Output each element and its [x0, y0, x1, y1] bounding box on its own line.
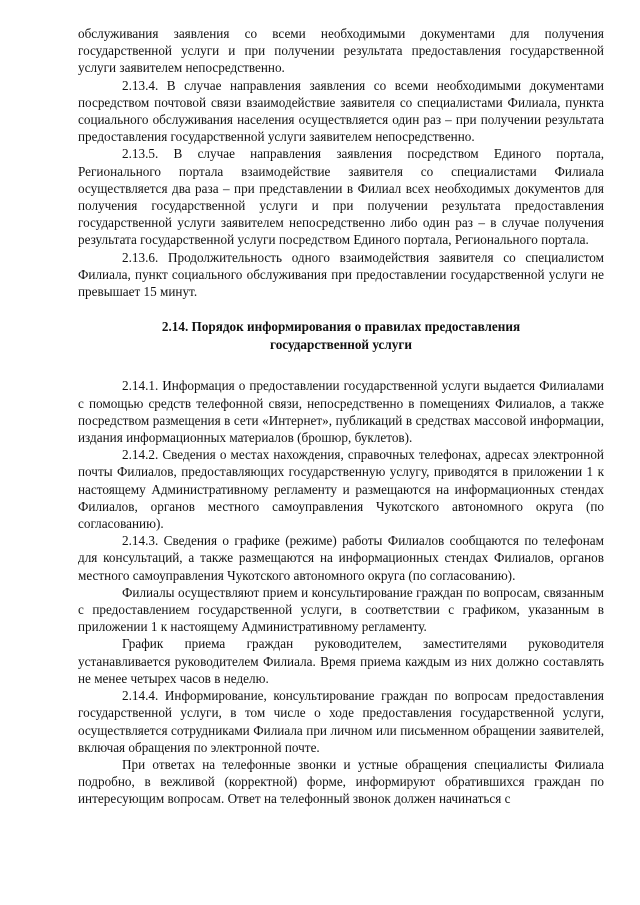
paragraph-continuation: обслуживания заявления со всеми необходимыми документами для получения государственной услуги и при получении результата предоставления государственной услуги заявителем непосредственно.: [78, 26, 604, 76]
paragraph-2-13-4: 2.13.4. В случае направления заявления со всеми необходимыми документами посредством почтовой связи взаимодействие заявителя со специалистами Филиала, пункта социального обслуживания населения осуществляется один раз – при получении результата предоставления государственной услуги заявителем непосредственно.: [78, 77, 604, 145]
paragraph-2-14-3: 2.14.3. Сведения о графике (режиме) работы Филиалов сообщаются по телефонам для консультаций, а также размещаются на информационных стендах Филиалов, органов местного самоуправления Чукотского автономного округа (по согласованию).: [78, 533, 604, 583]
paragraph-2-14-1: 2.14.1. Информация о предоставлении государственной услуги выдается Филиалами с помощью средств телефонной связи, непосредственно в помещениях Филиалов, а также посредством размещения в сети «Интернет», публикаций в средствах массовой информации, издания информационных материалов (брошюр, буклетов).: [78, 378, 604, 446]
section-heading-line-2: государственной услуги: [270, 336, 412, 352]
paragraph-2-14-2: 2.14.2. Сведения о местах нахождения, справочных телефонах, адресах электронной почты Филиалов, предоставляющих государственную услугу, приводятся в приложении 1 к настоящему Административному регламенту и размещаются на информационных стендах Филиалов, органов местного самоуправления Чукотского автономного округа (по согласованию).: [78, 447, 604, 532]
paragraph-branches-reception: Филиалы осуществляют прием и консультирование граждан по вопросам, связанным с предоставлением государственной услуги, в соответствии с графиком, указанным в приложении 1 к настоящему Административному регламенту.: [78, 584, 604, 635]
section-heading-2-14: [78, 318, 604, 353]
section-heading-line-1: 2.14. Порядок информирования о правилах предоставления: [161, 319, 521, 335]
paragraph-reception-schedule: График приема граждан руководителем, заместителями руководителя устанавливается руководителем Филиала. Время приема каждым из них должно составлять не менее четырех часов в неделю.: [78, 636, 604, 686]
document-page: [78, 25, 604, 808]
paragraph-2-14-4: 2.14.4. Информирование, консультирование граждан по вопросам предоставления государственной услуги, в том числе о ходе предоставления государственной услуги, осуществляется сотрудниками Филиала при личном или письменном обращении заявителей, включая обращения по электронной почте.: [78, 688, 604, 755]
paragraph-2-13-6: 2.13.6. Продолжительность одного взаимодействия заявителя со специалистом Филиала, пункт социального обслуживания при предоставлении государственной услуги не превышает 15 минут.: [78, 249, 604, 300]
paragraph-2-13-5: 2.13.5. В случае направления заявления посредством Единого портала, Регионального портала взаимодействие заявителя со специалистами Филиала осуществляется два раза – при представлении в Филиал всех необходимых документов для получения государственной услуги и при получении результата предоставления государственной услуги заявителем непосредственно либо один раз – в случае получения результата государственной услуги посредством Единого портала, Регионального портала.: [78, 146, 604, 248]
paragraph-phone-answers: При ответах на телефонные звонки и устные обращения специалисты Филиала подробно, в вежливой (корректной) форме, информируют обратившихся граждан по интересующим вопросам. Ответ на телефонный звонок должен начинаться с: [78, 756, 604, 807]
